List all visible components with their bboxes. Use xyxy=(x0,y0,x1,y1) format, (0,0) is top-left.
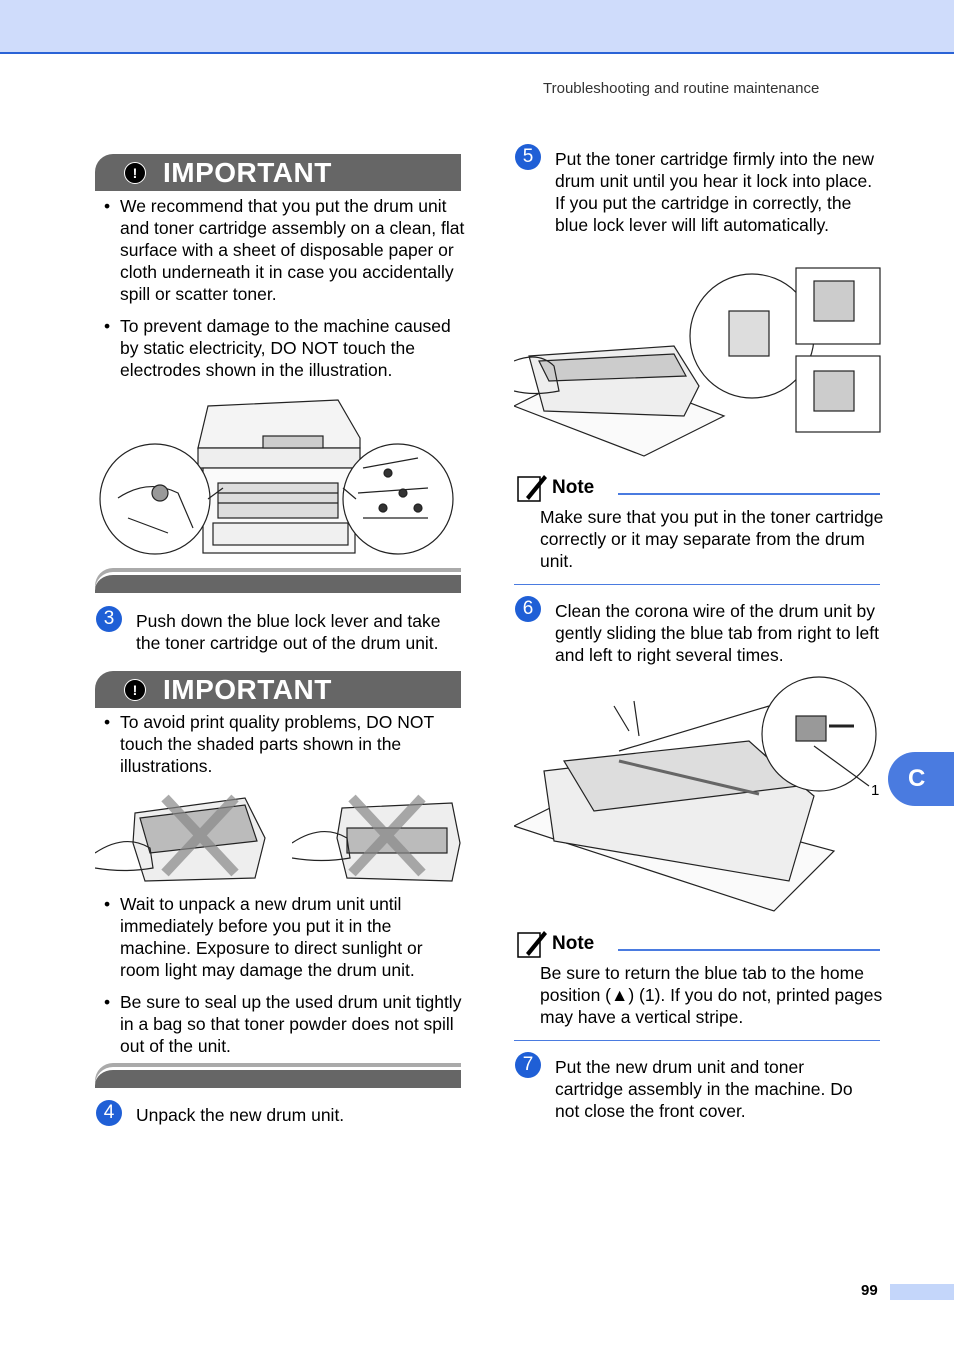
note-2-text: Be sure to return the blue tab to the home position (▲) (1). If you do not, printed pages may have a vertical stripe. xyxy=(540,963,883,1027)
corona-wire-illustration xyxy=(514,676,881,914)
step-number-7: 7 xyxy=(515,1052,541,1078)
important-header xyxy=(95,154,461,191)
step-3-text: Push down the blue lock lever and take the toner cartridge out of the drum unit. xyxy=(136,611,441,653)
divider xyxy=(514,584,880,585)
important-2-body-b xyxy=(95,893,465,1067)
note-1-text: Make sure that you put in the toner cartridge correctly or it may separate from the drum unit. xyxy=(540,507,884,571)
list-item: • To prevent damage to the machine caused by static electricity, DO NOT touch the electrodes shown in the illustration. xyxy=(95,315,465,381)
step-6-text: Clean the corona wire of the drum unit by gently sliding the blue tab from right to left and left to right several times. xyxy=(555,601,879,665)
machine-electrodes-illustration xyxy=(98,398,458,558)
list-item: • Wait to unpack a new drum unit until immediately before you put it in the machine. Exposure to direct sunlight or room light may damage the drum unit. xyxy=(95,893,465,981)
note-pencil-icon xyxy=(516,473,548,503)
important-1-end xyxy=(95,572,461,593)
important-header xyxy=(95,671,461,708)
important-2-body-a xyxy=(95,711,465,787)
page-number-tab xyxy=(890,1284,954,1300)
step-number-5: 5 xyxy=(515,144,541,170)
important-title: IMPORTANT xyxy=(163,673,332,705)
note-2 xyxy=(516,929,880,959)
toner-insert-illustration xyxy=(514,266,881,458)
step-number-4: 4 xyxy=(96,1100,122,1126)
list-item: • To avoid print quality problems, DO NOT touch the shaded parts shown in the illustrations. xyxy=(95,711,465,777)
exclamation-icon: ! xyxy=(124,162,146,184)
page-number: 99 xyxy=(861,1282,878,1299)
top-band xyxy=(0,0,954,54)
important-box-2 xyxy=(95,671,461,708)
important-2-end xyxy=(95,1067,461,1088)
note-title: Note xyxy=(552,933,595,954)
step-4-text: Unpack the new drum unit. xyxy=(136,1105,345,1125)
divider xyxy=(514,1040,880,1041)
drum-unit-shaded-illustration xyxy=(292,793,462,885)
step-5-text: Put the toner cartridge firmly into the new drum unit until you hear it lock into place. If you put the cartridge in correctly, the blue lock lever will lift automatically. xyxy=(555,149,875,235)
toner-cartridge-shaded-illustration xyxy=(95,793,270,885)
important-box-1 xyxy=(95,154,461,191)
exclamation-icon: ! xyxy=(124,679,146,701)
note-title: Note xyxy=(552,477,595,498)
important-1-body xyxy=(95,195,465,391)
figure-callout-1: 1 xyxy=(871,782,880,799)
step-number-3: 3 xyxy=(96,606,122,632)
step-7-text: Put the new drum unit and toner cartridge assembly in the machine. Do not close the front cover. xyxy=(555,1057,853,1121)
running-header: Troubleshooting and routine maintenance xyxy=(543,80,820,97)
important-title: IMPORTANT xyxy=(163,156,332,188)
note-pencil-icon xyxy=(516,929,548,959)
list-item: • We recommend that you put the drum unit and toner cartridge assembly on a clean, flat surface with a sheet of disposable paper or cloth underneath it in case you accidentally spill or scatter toner. xyxy=(95,195,465,305)
list-item: • Be sure to seal up the used drum unit tightly in a bag so that toner powder does not spill out of the unit. xyxy=(95,991,465,1057)
step-number-6: 6 xyxy=(515,596,541,622)
note-1 xyxy=(516,473,880,503)
chapter-tab: C xyxy=(888,752,954,806)
